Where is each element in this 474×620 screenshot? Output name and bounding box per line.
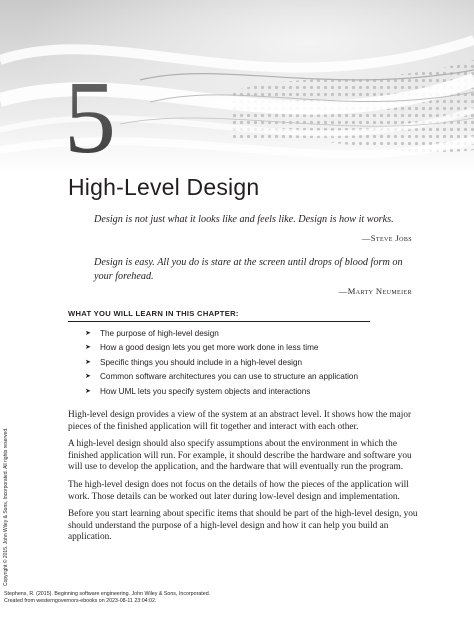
body-text — [68, 410, 420, 550]
list-item — [68, 385, 370, 399]
list-item — [68, 341, 370, 355]
chapter-title: High-Level Design — [68, 174, 260, 200]
learning-objectives-list — [68, 327, 370, 399]
paragraph: Before you start learning about specific items that should be part of the high-level design, you should understand the purpose of a high-level design and how it can help you build an application. — [68, 509, 418, 543]
quote-2-author: —Marty Neumeier — [338, 286, 412, 296]
arrow-bullet-icon: ➤ — [85, 373, 91, 381]
quote-1-author: —Steve Jobs — [361, 233, 412, 243]
paragraph: A high-level design should also specify assumptions about the environment in which the finished application will run. For example, it should describe the hardware and software you will use to develop the application, and the hardware that will eventually run the program. — [68, 439, 412, 473]
list-item-text: The purpose of high-level design — [100, 329, 219, 338]
chapter-header-art — [0, 0, 474, 172]
quote-1-text: Design is not just what it looks like and feels like. Design is how it works. — [94, 214, 394, 225]
list-item — [68, 356, 370, 370]
list-item-text: How a good design lets you get more work done in less time — [100, 343, 319, 353]
arrow-bullet-icon: ➤ — [85, 330, 91, 337]
quote-2-text: Design is easy. All you do is stare at the screen until drops of blood form on your forehead. — [94, 257, 403, 282]
learning-objectives-heading: WHAT YOU WILL LEARN IN THIS CHAPTER: — [68, 309, 370, 322]
learning-objectives — [68, 309, 370, 399]
page-footer — [4, 591, 210, 604]
footer-created: Created from westerngovernors-ebooks on 2023-08-11 23:04:02. — [4, 597, 157, 604]
chapter-number: 5 — [64, 60, 116, 172]
paragraph: High-level design provides a view of the system at an abstract level. It shows how the major pieces of the finished application will fit together and interact with each other. — [68, 410, 412, 432]
footer-citation: Stephens, R. (2015). Beginning software engineering. John Wiley & Sons, Incorporated. — [4, 591, 211, 597]
list-item-text: Specific things you should include in a high-level design — [100, 357, 303, 367]
paragraph: The high-level design does not focus on the details of how the pieces of the application will work. Those details can be worked out later during low-level design and implementation. — [68, 479, 409, 502]
copyright-notice: Copyright © 2015. John Wiley & Sons, Incorporated. All rights reserved. — [3, 427, 9, 586]
arrow-bullet-icon: ➤ — [85, 387, 91, 395]
list-item — [68, 370, 370, 384]
arrow-bullet-icon: ➤ — [85, 358, 91, 366]
list-item — [68, 327, 370, 341]
list-item-text: How UML lets you specify system objects and interactions — [100, 386, 311, 396]
arrow-bullet-icon: ➤ — [85, 344, 91, 352]
list-item-text: Common software architectures you can use to structure an application — [100, 372, 359, 382]
